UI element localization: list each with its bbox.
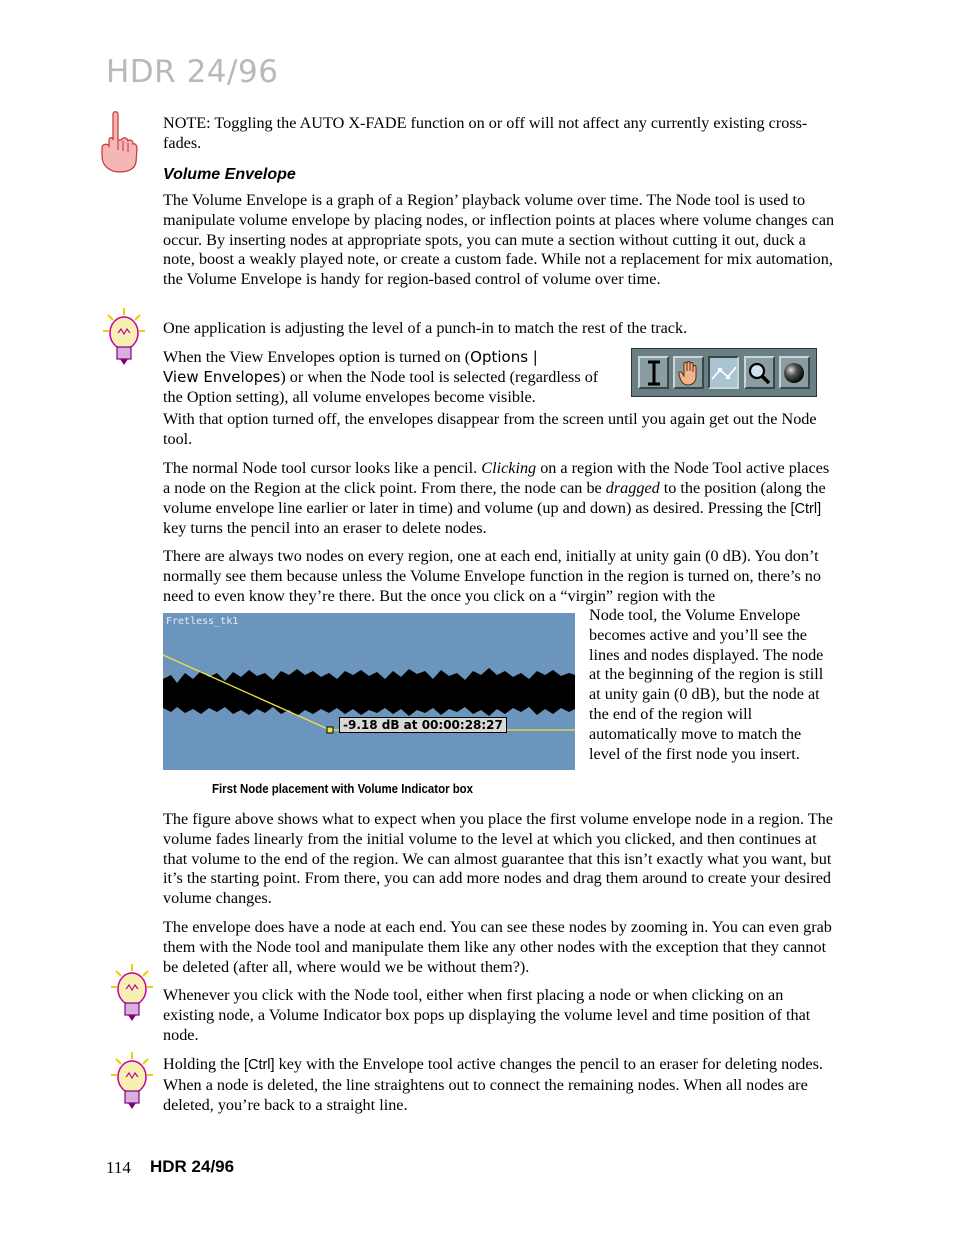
zoom-tool-button[interactable] [744, 356, 775, 389]
paragraph-end-nodes: The envelope does have a node at each end. You can see these nodes by zooming in. You can even grab them with the Node tool and manipulate them like any other nodes with the exception that they cannot be deleted (after all, where would we be without them?). [163, 918, 832, 976]
paragraph-two-nodes-continued: Node tool, the Volume Envelope becomes active and you’ll see the lines and nodes displayed. The node at the beginning of the region is still at unity gain (0 dB), but the node at the end of the region will automatically move to match the level of the first node you insert. [589, 606, 824, 763]
lightbulb-tip-icon [110, 1051, 154, 1113]
section-heading: Volume Envelope [163, 166, 296, 183]
note-paragraph: NOTE: Toggling the AUTO X-FADE function on or off will not affect any currently existing cross-fades. [163, 114, 808, 152]
menu-path-options: Options | [470, 348, 538, 366]
ball-icon [782, 361, 806, 385]
i-beam-icon [644, 360, 664, 386]
tip-paragraph-ctrl-eraser: Holding the [Ctrl] key with the Envelope tool active changes the pencil to an eraser for deleting nodes. When a node is deleted, the line straightens out to connect the remaining nodes. When all nodes are deleted, you’re back to a straight line. [163, 1055, 823, 1114]
hand-tool-button[interactable] [673, 356, 704, 389]
volume-indicator-box: -9.18 dB at 00:00:28:27 [339, 717, 507, 733]
region-envelope-figure [163, 613, 575, 770]
paragraph-two-nodes: There are always two nodes on every region, one at each end, initially at unity gain (0 dB). You don’t normally see them because unless the Volume Envelope function in the region is turned on, there’s no need to even know they’re there. But the once you click on a “virgin” region with the [163, 547, 821, 605]
running-header-title: HDR 24/96 [106, 54, 279, 90]
magnifier-icon [747, 361, 771, 385]
node-tool-button[interactable] [708, 356, 739, 389]
figure-caption: First Node placement with Volume Indicator box [212, 781, 474, 796]
node-envelope-icon [711, 362, 737, 384]
region-name: Fretless_tk1 [166, 616, 239, 627]
waveform-graphic [163, 613, 575, 770]
paragraph-view-envelopes: When the View Envelopes option is turned on (Options | View Envelopes) or when the Node tool is selected (regardless of the Option setting), all volume envelopes become visible. [163, 348, 599, 406]
lightbulb-tip-icon [110, 963, 154, 1025]
scrub-tool-button[interactable] [779, 356, 810, 389]
ctrl-key-label: [Ctrl] [243, 1057, 275, 1073]
footer-title: HDR 24/96 [150, 1157, 235, 1176]
i-beam-tool-button[interactable] [638, 356, 669, 389]
menu-path-view-envelopes: View Envelopes [163, 367, 281, 386]
paragraph-envelopes-off: With that option turned off, the envelopes disappear from the screen until you again get out the Node tool. [163, 410, 817, 448]
paragraph-figure-explanation: The figure above shows what to expect when you place the first volume envelope node in a region. The volume fades linearly from the initial volume to the level at which you clicked, and then continues at that volume to the end of the region. We can almost guarantee that this isn’t exactly what you want, but it’s the starting point. From there, you can add more nodes and drag them around to create your desired volume changes. [163, 810, 833, 908]
paragraph-volume-envelope-intro: The Volume Envelope is a graph of a Region’ playback volume over time. The Node tool is used to manipulate volume envelope by placing nodes, or inflection points at places where volume changes can occur. By inserting nodes at appropriate spots, you can mute a section without cutting it out, duck a note, boost a weakly played note, or create a custom fade. While not a replacement for mix automation, the Volume Envelope is handy for region-based control of volume over time. [163, 191, 835, 289]
tip-paragraph-volume-indicator: Whenever you click with the Node tool, either when first placing a node or when clicking on an existing node, a Volume Indicator box pops up displaying the volume level and time position of that node. [163, 986, 811, 1044]
tip-paragraph-punch-in: One application is adjusting the level of a punch-in to match the rest of the track. [163, 319, 688, 337]
hand-icon [678, 360, 700, 386]
lightbulb-tip-icon [102, 307, 146, 369]
page-number: 114 [106, 1158, 131, 1177]
tool-palette [631, 348, 817, 397]
paragraph-node-cursor: The normal Node tool cursor looks like a pencil. Clicking on a region with the Node Tool active places a node on the Region at the click point. From there, the node can be dragged to the position (along the volume envelope line earlier or later in time) and volume (up and down) as desired. Pressing the [Ctrl] key turns the pencil into an eraser to delete nodes. [163, 459, 830, 538]
ctrl-key-label: [Ctrl] [790, 500, 822, 517]
pointing-hand-icon [98, 110, 138, 174]
